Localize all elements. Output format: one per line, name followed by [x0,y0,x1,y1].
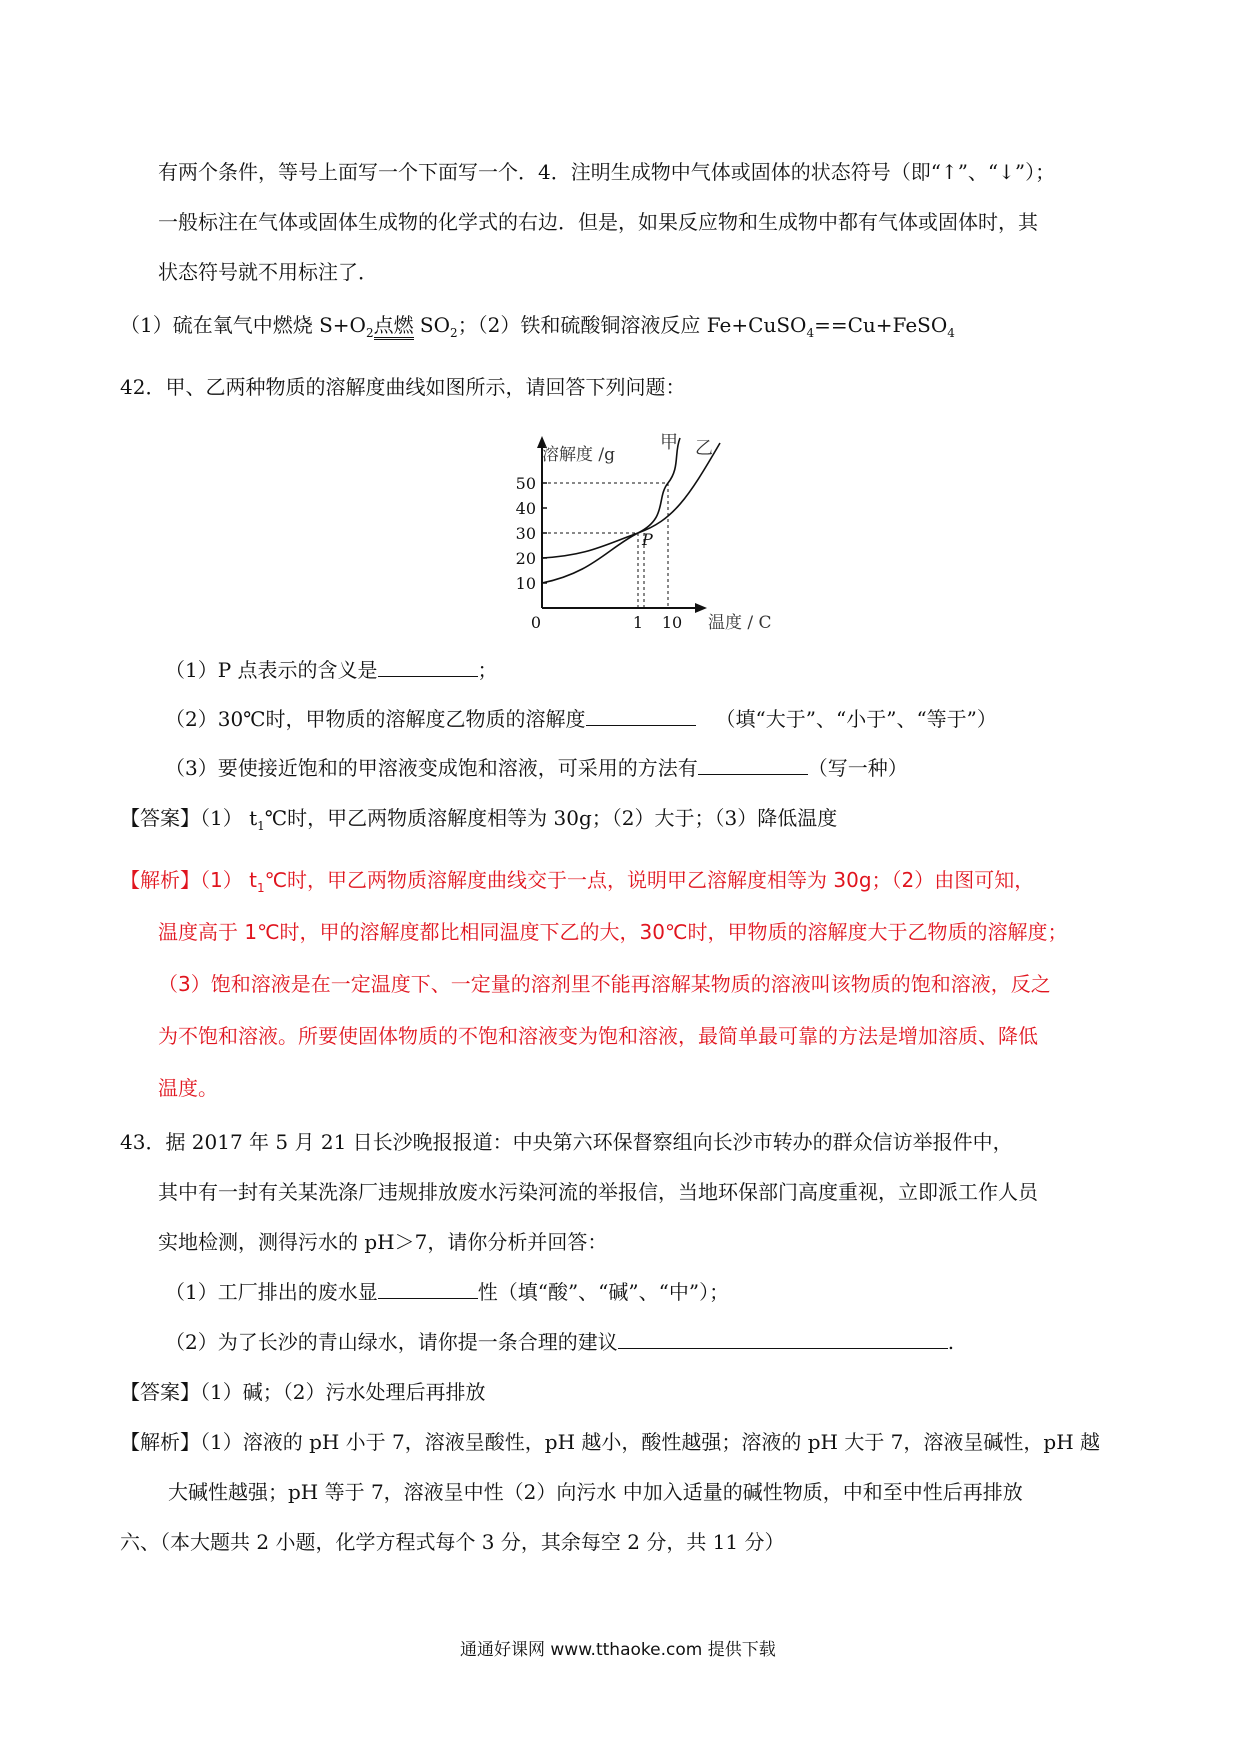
y-tick-label: 20 [515,549,536,568]
q43-answer: 【答案】（1）碱；（2）污水处理后再排放 [120,1380,486,1404]
q42-sub2: （2）30℃时，甲物质的溶解度乙物质的溶解度 （填“大于”、“小于”、“等于”） [165,707,997,731]
chart-y-axis-label: 溶解度 /g [542,445,616,465]
y-tick-label: 50 [515,474,536,493]
y-tick-label: 30 [515,524,536,543]
answer-blank-5[interactable] [618,1330,948,1349]
answer-blank-2[interactable] [586,707,696,726]
q43-sub1: （1）工厂排出的废水显 性（填“酸”、“碱”、“中”）； [165,1280,730,1304]
answer-blank-3[interactable] [698,756,808,775]
intro-line-3: 状态符号就不用标注了． [158,260,378,284]
y-tick-label: 10 [515,574,536,593]
series-jia-label: 甲 [660,432,678,453]
intro-line-1: 有两个条件，等号上面写一个下面写一个．4．注明生成物中气体或固体的状态符号（即“↑”、“↓”）； [158,160,1056,184]
x-axis-arrow [695,603,707,613]
q42-analysis-line-5: 温度。 [158,1076,218,1100]
q42-stem: 42．甲、乙两种物质的溶解度曲线如图所示，请回答下列问题： [120,375,686,399]
y-tick-label: 40 [515,499,536,518]
q42-sub1: （1）P 点表示的含义是 ； [165,658,498,682]
q42-analysis-line-4: 为不饱和溶液。所要使固体物质的不饱和溶液变为饱和溶液，最简单最可靠的方法是增加溶质、降低 [158,1024,1038,1048]
x-tick-label: 0 [530,613,542,632]
q43-stem-line-3: 实地检测，测得污水的 pH＞7，请你分析并回答： [158,1230,608,1254]
q42-analysis-line-2: 温度高于 1℃时，甲的溶解度都比相同温度下乙的大，30℃时，甲物质的溶解度大于乙物质的溶解度； [158,920,1068,944]
solubility-chart [490,428,810,636]
chart-point-p-label: P [642,530,653,549]
intro-line-2: 一般标注在气体或固体生成物的化学式的右边．但是，如果反应物和生成物中都有气体或固体时，其 [158,210,1038,234]
series-yi-label: 乙 [695,438,713,459]
q43-sub2: （2）为了长沙的青山绿水，请你提一条合理的建议 . [165,1330,955,1354]
reaction-condition: 点燃 [374,313,414,340]
x-tick-label: 1 [632,613,644,632]
chart-x-axis-label: 温度 / C [708,613,772,633]
q42-analysis-line-3: （3）饱和溶液是在一定温度下、一定量的溶剂里不能再溶解某物质的溶液叫该物质的饱和溶液，反之 [158,972,1051,996]
equation-line: （1）硫在氧气中燃烧 $S+O_2$点燃 $SO_2$；（2）铁和硫酸铜溶液反应 Fe+CuSO$_4$==Cu+FeSO$_4$ [120,313,955,340]
answer-blank-4[interactable] [378,1280,478,1299]
answer-blank-1[interactable] [378,658,478,677]
section-6-heading: 六、（本大题共 2 小题，化学方程式每个 3 分，其余每空 2 分，共 11 分） [120,1530,785,1554]
x-tick-label: 10 [661,613,683,632]
page-footer: 通通好课网 www.tthaoke.com 提供下载 [460,1640,776,1660]
q43-stem-line-1: 43．据 2017 年 5 月 21 日长沙晚报报道：中央第六环保督察组向长沙市转办的群众信访举报件中， [120,1130,1013,1154]
q43-stem-line-2: 其中有一封有关某洗涤厂违规排放废水污染河流的举报信，当地环保部门高度重视，立即派工作人员 [158,1180,1038,1204]
q42-sub3: （3）要使接近饱和的甲溶液变成饱和溶液，可采用的方法有 （写一种） [165,756,908,780]
q43-analysis-line-2: 大碱性越强；pH 等于 7，溶液呈中性（2）向污水 中加入适量的碱性物质，中和至中性后再排放 [168,1480,1023,1504]
q42-answer: 【答案】（1） $t_1℃$时，甲乙两物质溶解度相等为 30g；（2）大于；（3）降低温度 [120,806,838,833]
q43-analysis-line-1: 【解析】（1）溶液的 pH 小于 7，溶液呈酸性，pH 越小，酸性越强；溶液的 pH 大于 7，溶液呈碱性，pH 越 [120,1430,1101,1454]
q42-analysis-line-1: 【解析】（1） $t_1℃$时，甲乙两物质溶解度曲线交于一点，说明甲乙溶解度相等为 30g；（2）由图可知， [120,868,1035,895]
